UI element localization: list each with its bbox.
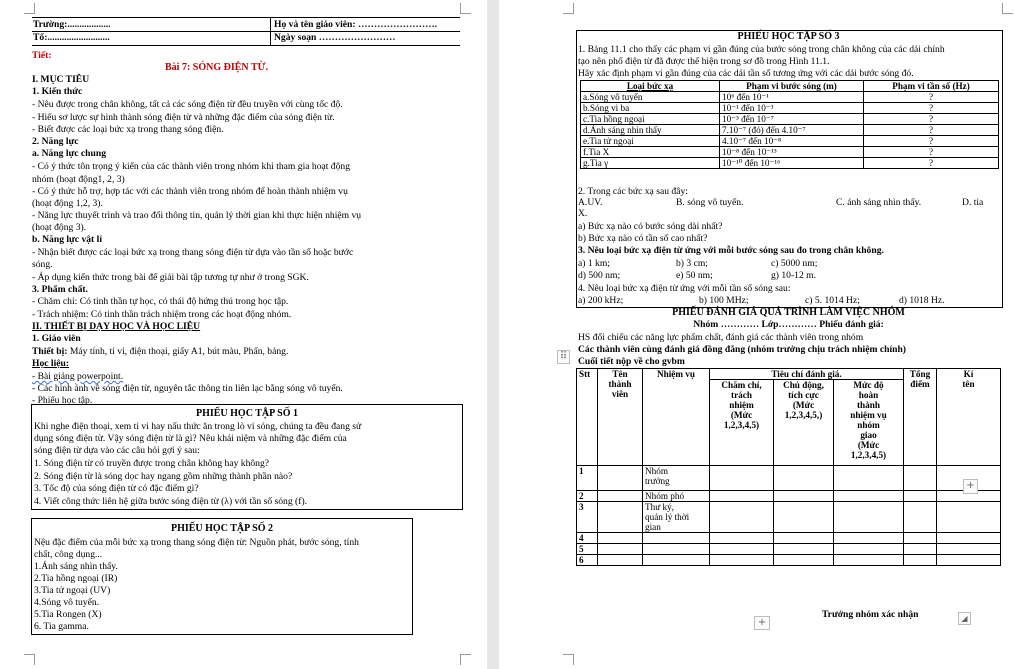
table-cell: [834, 491, 904, 502]
text-line: b) 100 MHz;: [699, 295, 749, 306]
cell-line: quản lý thời: [645, 512, 690, 522]
crop-mark: [563, 654, 574, 665]
criteria-header: [834, 380, 904, 466]
table-row: [581, 92, 999, 103]
text-line: - Hiểu sơ lược sự hình thành sóng điện từ và những đặc điểm của sóng điện từ.: [32, 112, 335, 123]
text-line: 1. Sóng điện từ có truyền được trong chân không hay không?: [34, 458, 270, 469]
table-cell: [774, 544, 834, 555]
table-cell: [937, 555, 1001, 566]
text-line: 4.Sóng vô tuyến.: [34, 597, 100, 608]
text-line: - Các hình ảnh về sóng điện từ, nguyên tắc thông tin liên lạc bằng sóng vô tuyến.: [32, 383, 343, 394]
table-cell: [710, 555, 774, 566]
column-header: [904, 369, 937, 466]
cell-line: gian: [645, 522, 661, 532]
column-header: Stt: [577, 369, 598, 466]
table-row: [577, 555, 1001, 566]
subsection-heading: 1. Giáo viên: [32, 333, 81, 344]
text-line: a) 200 kHz;: [578, 295, 624, 306]
table-cell: [710, 466, 774, 491]
worksheet-title: PHIẾU HỌC TẬP SỐ 1: [195, 408, 299, 419]
header-line: trách: [731, 390, 752, 400]
crop-mark: [1002, 3, 1013, 14]
text-line: [32, 346, 288, 357]
table-cell: e.Tia tử ngoại: [581, 136, 720, 147]
text-line: - Áp dụng kiến thức trong bài để giải bài tập tương tự như ở trong SGK.: [32, 272, 309, 283]
table-cell: [643, 544, 710, 555]
text-line: d) 1018 Hz.: [899, 295, 945, 306]
header-line: viên: [611, 389, 629, 399]
table-cell: f.Tia X: [581, 147, 720, 158]
header-line: 1,2,3,4,5,): [784, 410, 823, 420]
text-line: nhóm (hoạt động1, 2, 3): [32, 174, 125, 185]
column-header: [598, 369, 643, 466]
text-line: - Biết được các loại bức xạ trong thang sóng điện.: [32, 124, 224, 135]
table-row: [581, 147, 999, 158]
table-cell: ?: [864, 103, 999, 114]
table-cell: [904, 544, 937, 555]
worksheet-box-1: [31, 404, 463, 510]
table-cell: a.Sóng vô tuyến: [581, 92, 720, 103]
table-row: [581, 103, 999, 114]
text-line: chất, công dụng...: [34, 549, 103, 560]
table-row: [581, 125, 999, 136]
table-cell: [643, 533, 710, 544]
header-line: tích cực: [788, 390, 819, 400]
text-line: sóng.: [32, 259, 53, 270]
add-row-icon[interactable]: +: [754, 616, 770, 630]
section-heading: I. MỤC TIÊU: [32, 74, 90, 85]
crop-mark: [24, 3, 35, 14]
table-cell: ?: [864, 114, 999, 125]
table-cell: 7.10⁻⁷ (đỏ) đến 4.10⁻⁷: [720, 125, 864, 136]
table-cell: 10⁻³ đến 10⁻⁷: [720, 114, 864, 125]
header-line: tên: [962, 379, 975, 389]
table-cell: ?: [864, 92, 999, 103]
text-line: Nệu đặc điểm của mỗi bức xạ trong thang sóng điện từ: Nguồn phát, bước sóng, tính: [34, 537, 359, 548]
column-header: Phạm vi bước sóng (m): [720, 81, 864, 92]
table-cell: [774, 555, 834, 566]
text-line: 6. Tia gamma.: [34, 621, 89, 632]
evaluation-table: [576, 368, 1001, 566]
table-cell: [598, 544, 643, 555]
table-row: [577, 544, 1001, 555]
crop-mark: [460, 654, 471, 665]
equipment-text: Máy tính, ti vi, điện thoại, giấy A1, bút màu, Phấn, bảng.: [67, 346, 289, 357]
header-line: (Mức: [730, 410, 753, 420]
text-line: - Phiếu học tập.: [32, 395, 93, 406]
header-line: điểm: [910, 379, 930, 389]
header-line: (Mức: [857, 440, 880, 450]
text-line: a) Bức xạ nào có bước sóng dài nhất?: [578, 221, 723, 232]
criteria-header: [710, 380, 774, 466]
lesson-title: Bài 7: SÓNG ĐIỆN TỪ.: [165, 62, 269, 73]
header-line: thành: [857, 400, 880, 410]
table-cell: c.Tia hồng ngoại: [581, 114, 720, 125]
table-cell: ?: [864, 125, 999, 136]
table-cell: b.Sóng vi ba: [581, 103, 720, 114]
worksheet-box-2: [31, 518, 413, 635]
header-line: Chăm chỉ,: [721, 380, 762, 390]
table-cell: [937, 502, 1001, 533]
header-line: thành: [608, 379, 632, 389]
header-line: 1,2,3,4,5): [850, 450, 887, 460]
header-line: 1,2,3,4,5): [723, 420, 760, 430]
table-cell: [643, 502, 710, 533]
table-cell: [904, 466, 937, 491]
crop-mark: [460, 3, 471, 14]
table-cell: g.Tia γ: [581, 158, 720, 169]
text-line: X.: [578, 208, 588, 219]
equipment-label: Thiết bị:: [32, 346, 68, 357]
table-cell: [904, 502, 937, 533]
text-line: 3.Tia tử ngoại (UV): [34, 585, 111, 596]
option-b: B. sóng vô tuyến.: [676, 197, 744, 208]
text-line: 1. Bảng 11.1 cho thấy các phạm vi gần đúng của bước sóng trong chân không của các dải chính: [578, 44, 945, 55]
text-line: - Nhận biết được các loại bức xạ trong thang sóng điện từ dựa vào tần số hoặc bước: [32, 247, 354, 258]
table-cell: [774, 502, 834, 533]
table-cell: [834, 544, 904, 555]
text-line: [32, 371, 123, 382]
text-line: 2.Tia hồng ngoại (IR): [34, 573, 118, 584]
text-line: e) 50 nm;: [676, 270, 713, 281]
header-line: Kí: [963, 369, 974, 379]
header-line: Tổng: [909, 369, 931, 379]
column-header: Tiêu chí đánh giá.: [710, 369, 904, 380]
section-heading: II. THIẾT BỊ DẠY HỌC VÀ HỌC LIỆU: [32, 321, 201, 332]
evaluation-subtitle: Nhóm ………… Lớp………… Phiếu đánh giá:: [693, 319, 884, 330]
crop-mark: [563, 3, 574, 14]
table-move-handle-icon[interactable]: ⠿: [557, 350, 570, 364]
text-line: 4. Nêu loại bức xạ điện từ ứng với mỗi tần số sóng sau:: [578, 283, 791, 294]
table-cell: [834, 466, 904, 491]
text-line: Cuối tiết nộp về cho gvbm: [578, 356, 685, 367]
table-cell: [598, 555, 643, 566]
header-line: nhiệm: [729, 400, 754, 410]
row-number: 6: [577, 555, 598, 566]
table-cell: [598, 502, 643, 533]
table-header-row: [577, 369, 1001, 380]
column-header: [937, 369, 1001, 466]
text-line: Hãy xác định phạm vi gần đúng của các dải tần số tương ứng với các dải bước sóng đó.: [578, 68, 914, 79]
worksheet-title: PHIẾU HỌC TẬP SỐ 3: [737, 31, 840, 42]
table-row: [581, 158, 999, 169]
document-page-left: [0, 0, 487, 669]
table-cell: [904, 533, 937, 544]
column-header: Loại bức xạ: [581, 81, 720, 92]
header-line: giao: [860, 430, 877, 440]
page-gutter: [487, 0, 499, 669]
table-cell: [710, 502, 774, 533]
option-a: A.UV.: [578, 197, 603, 208]
table-cell: [834, 533, 904, 544]
text-line: 1.Ánh sáng nhìn thấy.: [34, 561, 118, 572]
text-line: c) 5. 1014 Hz;: [805, 295, 860, 306]
teacher-field: Họ và tên giáo viên: …………………….: [274, 19, 438, 30]
text-line: Các thành viên cùng đánh giá đồng đẳng (nhóm trưởng chịu trách nhiệm chính): [578, 344, 906, 355]
text-line: dụng sóng điện từ. Vậy sóng điện từ là gì? Nêu khái niệm và những đặc điểm của: [34, 433, 347, 444]
cell-line: Nhóm: [645, 466, 668, 476]
table-cell: [643, 466, 710, 491]
table-cell: [710, 491, 774, 502]
text-line: - Bài giảng powerpoint.: [32, 371, 124, 382]
table-cell: 10⁶ đến 10⁻¹: [720, 92, 864, 103]
table-resize-handle-icon[interactable]: ◢: [958, 612, 971, 625]
table-cell: [834, 502, 904, 533]
subsection-heading: a. Năng lực chung: [32, 148, 106, 159]
text-line: HS đối chiếu các năng lực phẩm chất, đánh giá các thành viên trong nhóm: [578, 332, 864, 343]
table-cell: Nhóm phó: [643, 491, 710, 502]
table-cell: [774, 491, 834, 502]
text-line: d) 500 nm;: [578, 270, 621, 281]
table-cell: ?: [864, 147, 999, 158]
text-line: g) 10-12 m.: [771, 270, 817, 281]
table-row: [577, 533, 1001, 544]
option-d: D. tia: [962, 197, 984, 208]
subsection-heading: 2. Năng lực: [32, 136, 79, 147]
row-number: 4: [577, 533, 598, 544]
group-leader-signature: Trưởng nhóm xác nhận: [822, 609, 919, 620]
row-number: 1: [577, 466, 598, 491]
text-line: tạo nên phổ điện từ đã được thể hiện trong sơ đồ trong Hình 11.1.: [578, 56, 830, 67]
subsection-heading: Học liệu:: [32, 358, 70, 369]
table-cell: [774, 466, 834, 491]
table-cell: 10⁻¹⁰ đến 10⁻¹⁶: [720, 158, 864, 169]
subsection-heading: b. Năng lực vật lí: [32, 234, 102, 245]
crop-mark: [24, 654, 35, 665]
table-row: [581, 136, 999, 147]
table-row: [577, 466, 1001, 491]
text-line: - Có ý thức tôn trọng ý kiến của các thành viên trong nhóm khi tham gia hoạt động: [32, 161, 350, 172]
add-column-icon[interactable]: +: [963, 479, 978, 494]
header-line: nhóm: [857, 420, 880, 430]
text-line: Khi nghe điện thoại, xem ti vi hay nấu thức ăn trong lò vi sóng, chúng ta đều đang sử: [34, 421, 362, 432]
radiation-table: [580, 80, 999, 169]
text-line: a) 1 km;: [578, 258, 610, 269]
text-line: 3. Tốc độ của sóng điện từ có đặc điểm gì?: [34, 483, 199, 494]
table-row: [581, 114, 999, 125]
subsection-heading: 1. Kiến thức: [32, 86, 83, 97]
header-table: [32, 17, 460, 46]
table-cell: ?: [864, 136, 999, 147]
table-cell: [598, 533, 643, 544]
cell-line: trưởng: [645, 476, 670, 486]
table-cell: [598, 466, 643, 491]
text-line: (hoạt động 3).: [32, 222, 87, 233]
lesson-period: Tiết:: [32, 50, 52, 61]
table-cell: [937, 544, 1001, 555]
text-line: sóng điện từ dựa vào các câu hỏi gợi ý sau:: [34, 445, 200, 456]
table-cell: [598, 491, 643, 502]
table-cell: [643, 555, 710, 566]
text-line: - Nêu được trong chân không, tất cả các sóng điện từ đều truyền với cùng tốc độ.: [32, 99, 343, 110]
text-line: 3. Nêu loại bức xạ điện từ ứng với mỗi bước sóng sau đo trong chân không.: [578, 245, 884, 256]
text-line: - Năng lực thuyết trình và trao đổi thông tin, quản lý thời gian khi thực hiện nhiệm vụ: [32, 210, 362, 221]
table-cell: [710, 544, 774, 555]
text-line: 2. Trong các bức xạ sau đây:: [578, 186, 688, 197]
row-number: 2: [577, 491, 598, 502]
table-row: [577, 502, 1001, 533]
table-cell: ?: [864, 158, 999, 169]
table-cell: 4.10⁻⁷ đến 10⁻⁸: [720, 136, 864, 147]
table-cell: [774, 533, 834, 544]
text-line: c) 5000 nm;: [771, 258, 818, 269]
table-cell: [834, 555, 904, 566]
text-line: b) 3 cm;: [676, 258, 708, 269]
text-line: - Có ý thức hỗ trợ, hợp tác với các thành viên trong nhóm để hoàn thành nhiệm vụ: [32, 186, 348, 197]
date-field: Ngày soạn ……………………: [274, 32, 396, 43]
text-line: - Trách nhiệm: Có tinh thần trách nhiệm trong các hoạt động nhóm.: [32, 309, 292, 320]
column-header: Nhiệm vụ: [643, 369, 710, 466]
criteria-header: [774, 380, 834, 466]
worksheet-title: PHIẾU HỌC TẬP SỐ 2: [170, 523, 274, 534]
table-cell: d.Ánh sáng nhìn thấy: [581, 125, 720, 136]
document-page-right: [499, 0, 1015, 669]
table-row: [577, 491, 1001, 502]
table-cell: [904, 491, 937, 502]
header-line: Tên: [612, 369, 628, 379]
table-cell: 10⁻⁸ đến 10⁻¹³: [720, 147, 864, 158]
option-c: C. ánh sáng nhìn thấy.: [836, 197, 922, 208]
table-header-row: [581, 81, 999, 92]
table-cell: 10⁻¹ đến 10⁻³: [720, 103, 864, 114]
text-line: 4. Viết công thức liên hệ giữa bước sóng điện từ (λ) với tần số sóng (f).: [34, 496, 308, 507]
group-field: Tổ:..........................: [33, 32, 110, 43]
header-line: hoàn: [858, 390, 879, 400]
text-line: 2. Sóng điện từ là sóng dọc hay ngang gồm những thành phần nào?: [34, 471, 293, 482]
table-cell: [710, 533, 774, 544]
text-line: (hoạt động 1,2, 3).: [32, 198, 103, 209]
text-line: - Chăm chỉ: Có tinh thần tự học, có thái độ hứng thú trong học tập.: [32, 296, 289, 307]
row-number: 3: [577, 502, 598, 533]
subsection-heading: 3. Phẩm chất.: [32, 284, 88, 295]
row-number: 5: [577, 544, 598, 555]
header-line: Chủ động,: [783, 380, 824, 390]
text-line: 5.Tia Rongen (X): [34, 609, 102, 620]
column-header: Phạm vi tần số (Hz): [864, 81, 999, 92]
school-field: Trường:..................: [33, 19, 111, 30]
header-line: nhiệm vụ: [850, 410, 887, 420]
table-cell: [937, 533, 1001, 544]
cell-line: Thư ký,: [645, 502, 674, 512]
text-line: b) Bức xạ nào có tần số cao nhất?: [578, 233, 708, 244]
evaluation-title: PHIẾU ĐÁNH GIÁ QUÁ TRÌNH LÀM VIỆC NHÓM: [672, 307, 905, 318]
header-line: Mức độ: [853, 380, 884, 390]
header-line: (Mức: [792, 400, 815, 410]
table-cell: [904, 555, 937, 566]
